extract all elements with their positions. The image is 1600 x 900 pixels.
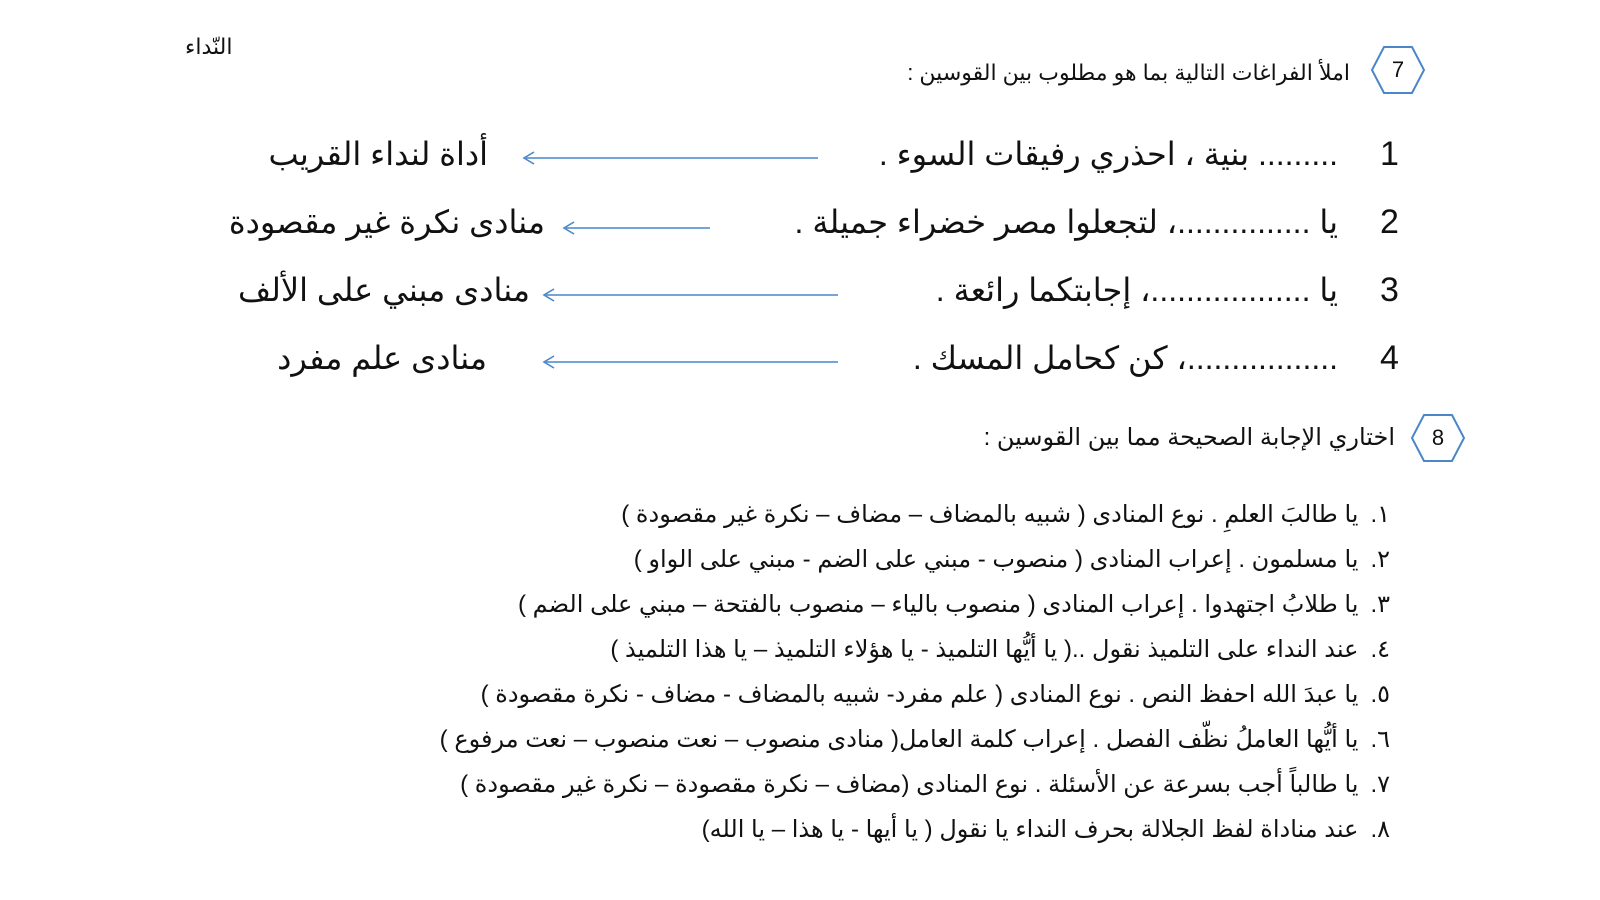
fill-row-4: [0, 337, 1600, 387]
row-sentence: ......... بنية ، احذري رفيقات السوء .: [878, 136, 1338, 172]
choice-number: ٢.: [1370, 546, 1390, 573]
choice-number: ٦.: [1370, 726, 1390, 753]
choice-number: ٨.: [1370, 816, 1390, 843]
question-8-badge: [1410, 413, 1466, 463]
choice-text: يا طالبَ العلمِ . نوع المنادى ( شبيه بالمضاف – مضاف – نكرة غير مقصودة ): [621, 501, 1359, 528]
left-arrow-icon: [520, 151, 820, 165]
row-hint: منادى علم مفرد: [277, 340, 487, 376]
choice-item-6: [440, 725, 1390, 754]
choice-number: ٣.: [1370, 591, 1390, 618]
question-7-number: 7: [1391, 57, 1405, 82]
choice-number: ١.: [1370, 501, 1390, 528]
row-sentence: يا ..................، إجابتكما رائعة .: [935, 272, 1338, 308]
row-hint: منادى نكرة غير مقصودة: [228, 204, 545, 240]
choice-text: يا أيُّها العاملُ نظّف الفصل . إعراب كلمة العامل( منادى منصوب – نعت منصوب – نعت مرفوع ): [439, 726, 1359, 753]
question-8-instruction: اختاري الإجابة الصحيحة مما بين القوسين :: [983, 424, 1395, 451]
page-topic-label: النّداء: [185, 34, 233, 59]
choice-text: يا طلابُ اجتهدوا . إعراب المنادى ( منصوب بالياء – منصوب بالفتحة – مبني على الضم ): [517, 591, 1359, 618]
question-7-badge: [1370, 45, 1426, 95]
choice-item-4: [610, 635, 1390, 664]
choice-item-2: [634, 545, 1390, 574]
choice-item-8: [702, 815, 1390, 844]
fill-row-2: [0, 201, 1600, 251]
choice-number: ٥.: [1370, 681, 1390, 708]
row-number: 3: [1380, 271, 1399, 309]
choice-item-3: [518, 590, 1390, 619]
fill-row-1: [0, 133, 1600, 183]
row-number: 4: [1380, 339, 1399, 377]
question-8-number: 8: [1431, 425, 1445, 450]
choice-text: يا مسلمون . إعراب المنادى ( منصوب - مبني على الضم - مبني على الواو ): [633, 546, 1359, 573]
choice-text: يا عبدَ الله احفظ النص . نوع المنادى ( علم مفرد- شبيه بالمضاف - مضاف - نكرة مقصودة ): [480, 681, 1359, 708]
row-sentence: .................، كن كحامل المسك .: [912, 340, 1338, 376]
left-arrow-icon: [560, 221, 712, 235]
row-sentence: يا ...............، لتجعلوا مصر خضراء جميلة .: [794, 204, 1338, 240]
row-hint: منادى مبني على الألف: [237, 272, 530, 308]
choice-number: ٤.: [1370, 636, 1390, 663]
choice-item-7: [460, 770, 1390, 799]
question-7-instruction: املأ الفراغات التالية بما هو مطلوب بين القوسين :: [907, 60, 1350, 85]
choice-text: عند مناداة لفظ الجلالة بحرف النداء يا نقول ( يا أيها - يا هذا – يا الله): [701, 816, 1359, 843]
row-hint: أداة لنداء القريب: [268, 136, 488, 172]
choice-text: عند النداء على التلميذ نقول ..( يا أيُّها التلميذ - يا هؤلاء التلميذ – يا هذا التلميذ ): [610, 636, 1359, 663]
row-number: 1: [1380, 135, 1399, 173]
fill-row-3: [0, 269, 1600, 319]
choice-item-5: [481, 680, 1390, 709]
left-arrow-icon: [540, 288, 840, 302]
left-arrow-icon: [540, 355, 840, 369]
row-number: 2: [1380, 203, 1399, 241]
choice-number: ٧.: [1370, 771, 1390, 798]
choice-item-1: [621, 500, 1390, 529]
choice-text: يا طالباً أجب بسرعة عن الأسئلة . نوع المنادى (مضاف – نكرة مقصودة – نكرة غير مقصودة ): [460, 771, 1359, 798]
